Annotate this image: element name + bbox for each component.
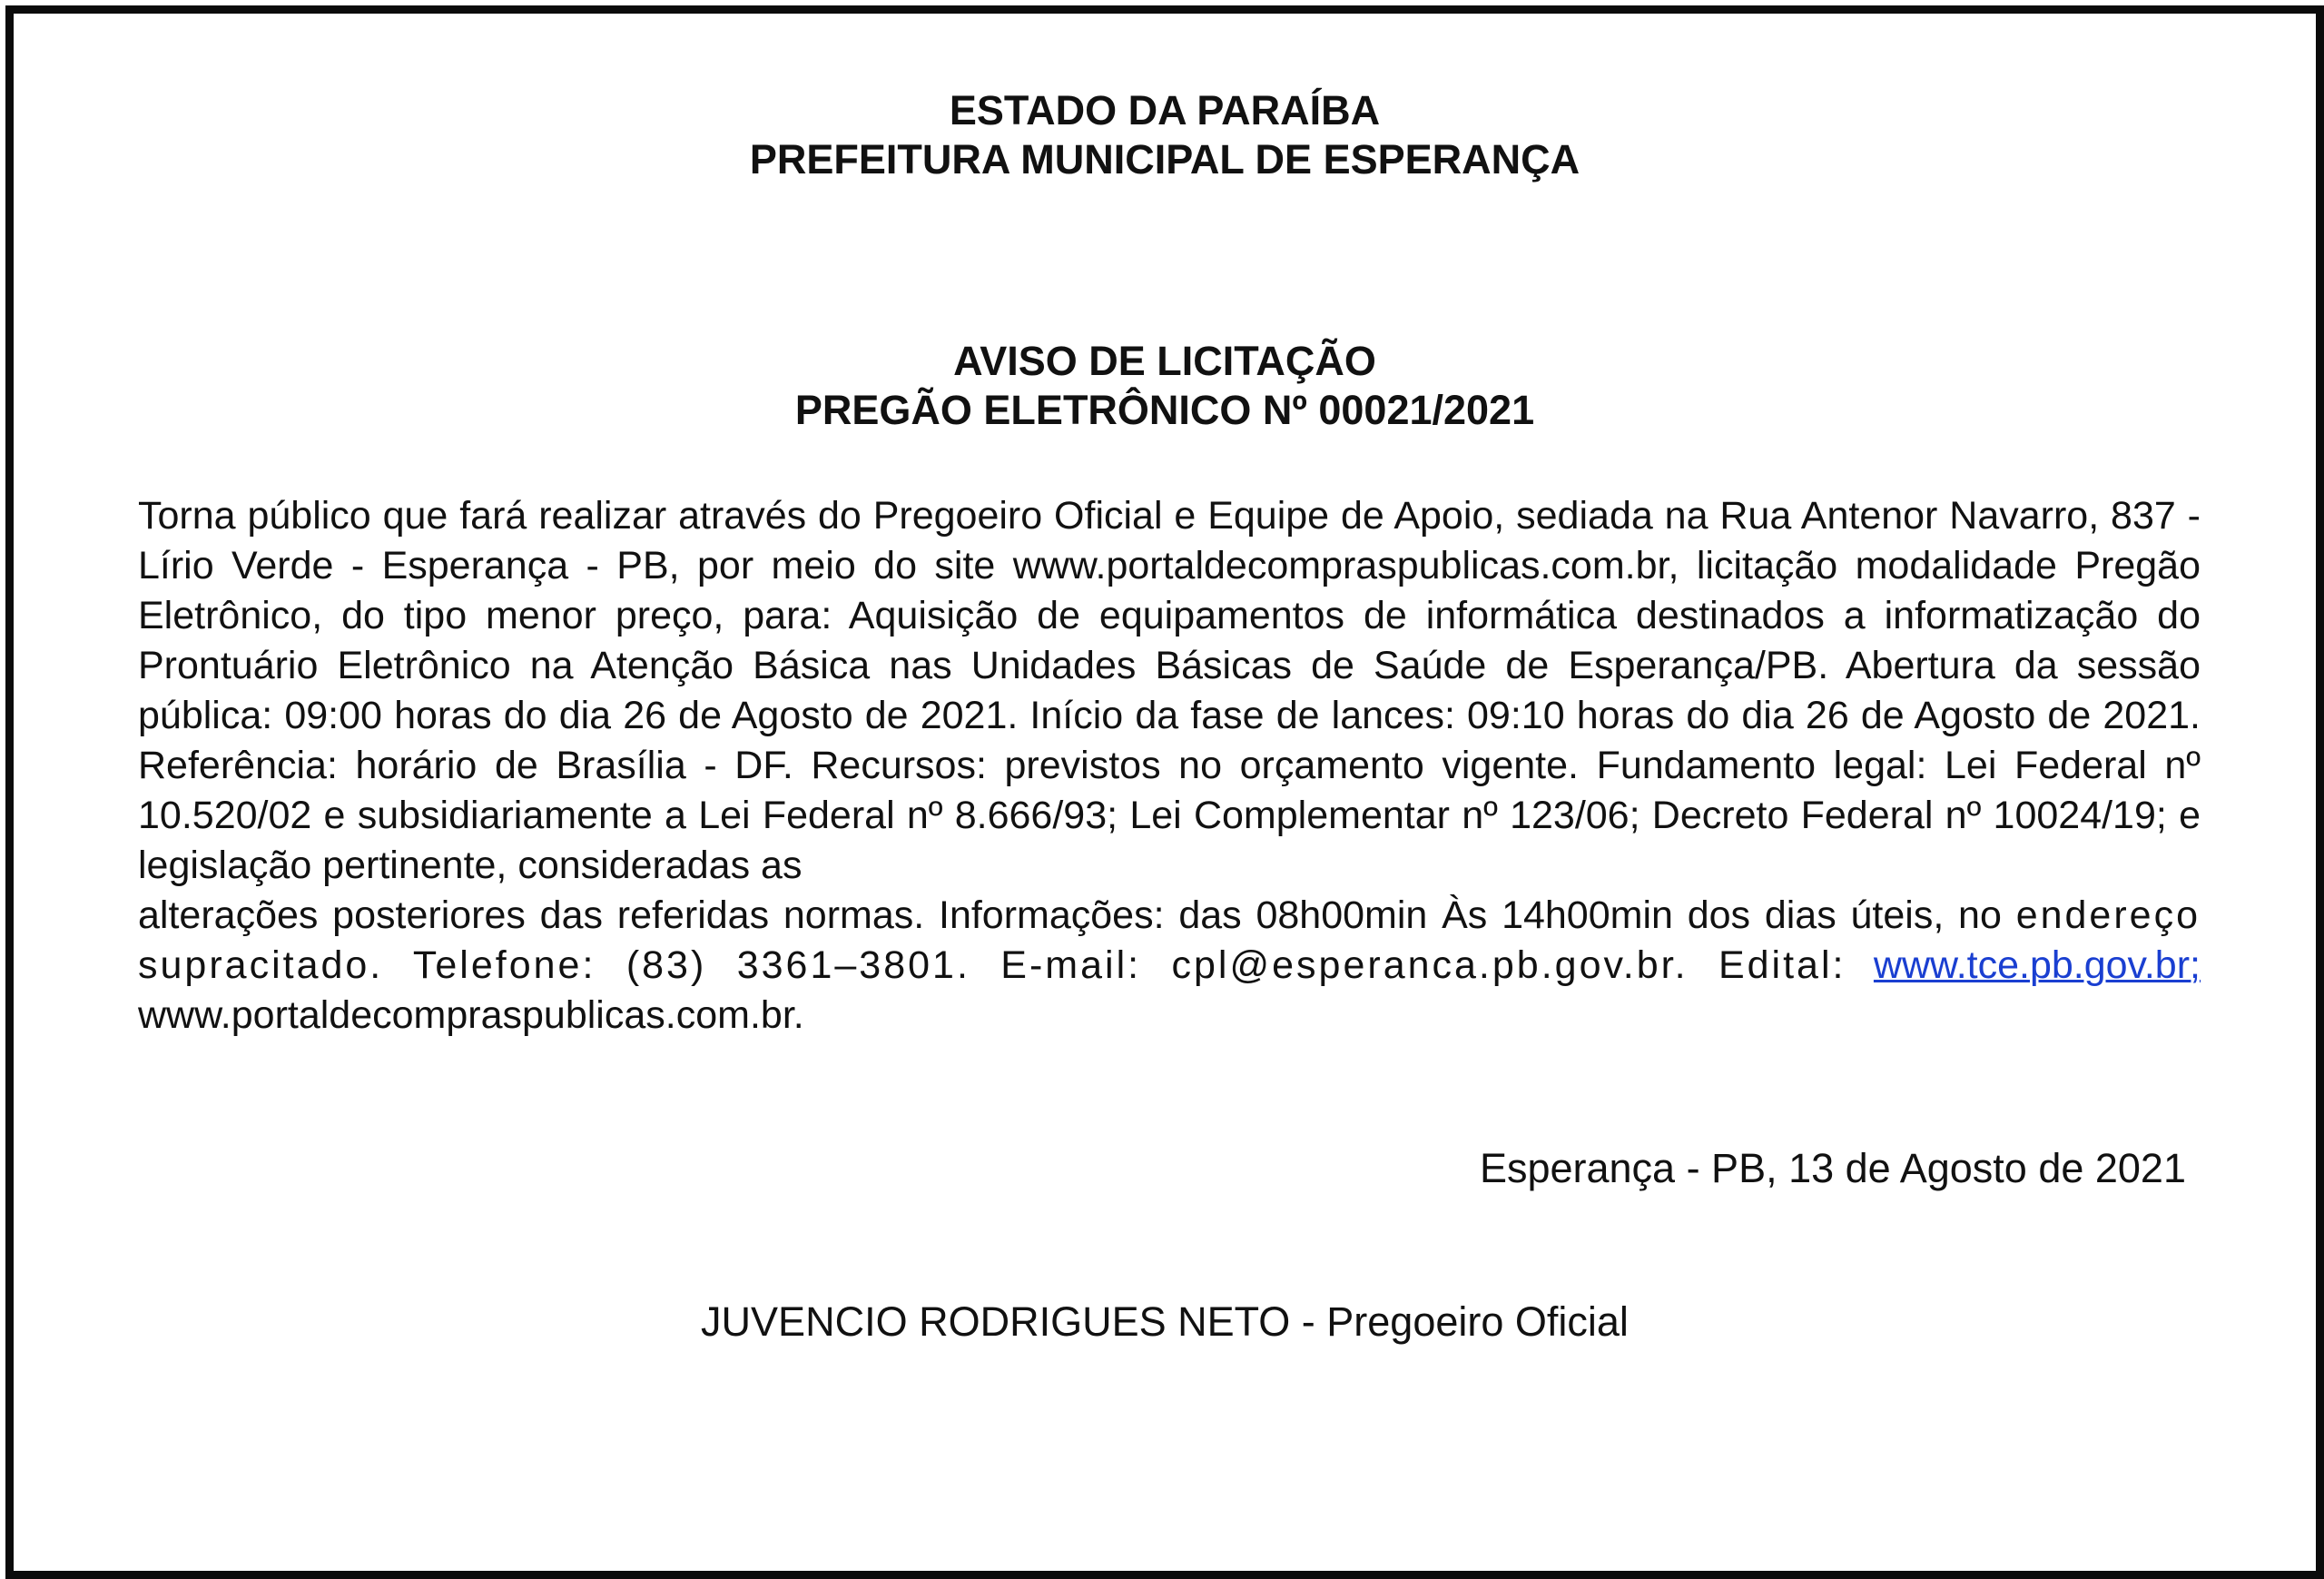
body-paragraph-2 [138,891,2201,1041]
date-line: Esperança - PB, 13 de Agosto de 2021 [1479,1145,2186,1191]
municipality-name: PREFEITURA MUNICIPAL DE ESPERANÇA [749,136,1581,183]
issuer-header [14,86,2316,184]
notice-body [138,491,2201,1041]
document-frame [5,5,2324,1579]
body-paragraph-2-line-2: endereço supracitado. Telefone: (83) 3361–3801. E-mail: cpl@esperanca.pb.gov.br. Edital: [138,893,2201,987]
notice-header [14,337,2316,435]
body-paragraph-2-line-1: alterações posteriores das referidas normas. Informações: das 08h00min Às 14h00min dos dias úteis, no [138,893,2002,937]
signature-line: JUVENCIO RODRIGUES NETO - Pregoeiro Oficial [701,1298,1629,1345]
notice-title: AVISO DE LICITAÇÃO [953,338,1376,384]
state-name: ESTADO DA PARAÍBA [949,87,1381,133]
body-paragraph-1: Torna público que fará realizar através do Pregoeiro Oficial e Equipe de Apoio, sediada na Rua Antenor Navarro, 837 - Lírio Verde - Esperança - PB, por meio do site www.portaldecompraspublicas.com.br, licitação modalidade Pregão Eletrônico, do tipo menor preço, para: Aquisição de equipamentos de informática destinados a informatização do Prontuário Eletrônico na Atenção Básica nas Unidades Básicas de Saúde de Esperança/PB. Abertura da sessão pública: 09:00 horas do dia 26 de Agosto de 2021. Início da fase de lances: 09:10 horas do dia 26 de Agosto de 2021. Referência: horário de Brasília - DF. Recursos: previstos no orçamento vigente. Fundamento legal: Lei Federal nº 10.520/02 e subsidiariamente a Lei Federal nº 8.666/93; Lei Complementar nº 123/06; Decreto Federal nº 10024/19; e legislação pertinente, consideradas as [138,494,2201,887]
body-paragraph-2-tail: www.portaldecompraspublicas.com.br. [138,993,804,1037]
tce-link[interactable]: www.tce.pb.gov.br; [1873,943,2201,987]
notice-subtitle: PREGÃO ELETRÔNICO Nº 00021/2021 [794,387,1535,433]
